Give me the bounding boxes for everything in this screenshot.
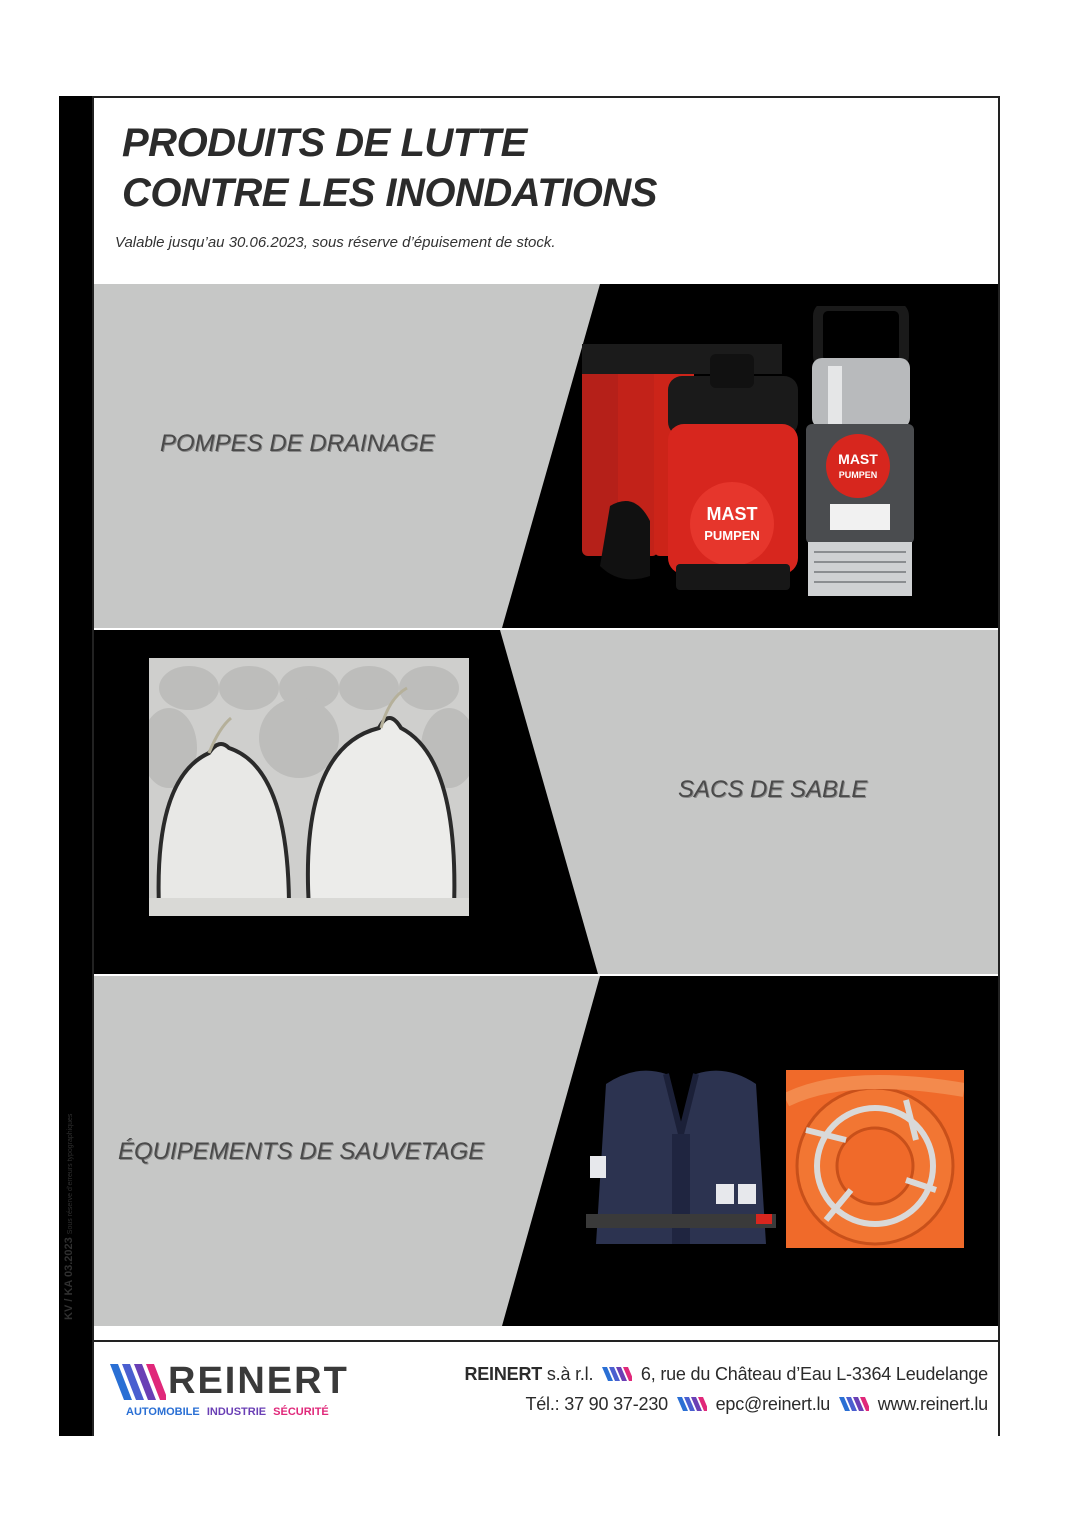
pump2-brand-2: PUMPEN [838,470,878,480]
company-website[interactable]: www.reinert.lu [877,1394,988,1414]
section-rescue-equipment [94,976,998,1326]
validity-note: Valable jusqu’au 30.06.2023, sous réserve d’épuisement de stock. [115,234,556,251]
pump2-brand-1: MAST [838,451,878,467]
company-email[interactable]: epc@reinert.lu [715,1394,831,1414]
logo-word: REINERT [168,1360,349,1402]
section-drainage-pumps [94,284,998,628]
stripes-separator-icon [677,1397,707,1411]
title-line-2: CONTRE LES INONDATIONS [122,171,657,215]
life-vest-photo [586,1064,776,1254]
lifebuoy-photo [786,1070,964,1248]
pump-brand-1: MAST [706,504,758,524]
company-contact-line [525,1394,988,1415]
section-label-rescue: ÉQUIPEMENTS DE SAUVETAGE [118,1138,485,1165]
tag-industrie: INDUSTRIE [206,1406,267,1418]
header [94,98,998,282]
side-code: KV / KA 03.2023 [63,1237,75,1320]
logo-stripes-icon [110,1364,166,1404]
section-label-sandbags: SACS DE SABLE [678,776,868,803]
company-name: REINERT [464,1364,543,1384]
page-title [122,118,657,218]
sandbags-photo [149,658,469,916]
reinert-logo [110,1360,370,1420]
section-sandbags [94,630,998,974]
footer [94,1340,998,1436]
company-address: 6, rue du Château d’Eau L-3364 Leudelange [640,1364,988,1384]
tag-automobile: AUTOMOBILE [126,1406,200,1418]
side-reference-note [63,1113,83,1320]
stripes-separator-icon [602,1367,632,1381]
drainage-pumps-photo [580,306,960,606]
title-line-1: PRODUITS DE LUTTE [122,121,527,165]
logo-tagline [126,1406,333,1418]
company-suffix: s.à r.l. [546,1364,594,1384]
tag-securite: SÉCURITÉ [273,1406,329,1418]
side-disclaimer: Sous réserve d’erreurs typographiques [67,1113,74,1235]
company-address-line [464,1364,988,1385]
section-label-pumps: POMPES DE DRAINAGE [160,430,435,457]
pump-brand-2: PUMPEN [704,528,760,543]
stripes-separator-icon [839,1397,869,1411]
company-phone: Tél.: 37 90 37-230 [525,1394,668,1414]
